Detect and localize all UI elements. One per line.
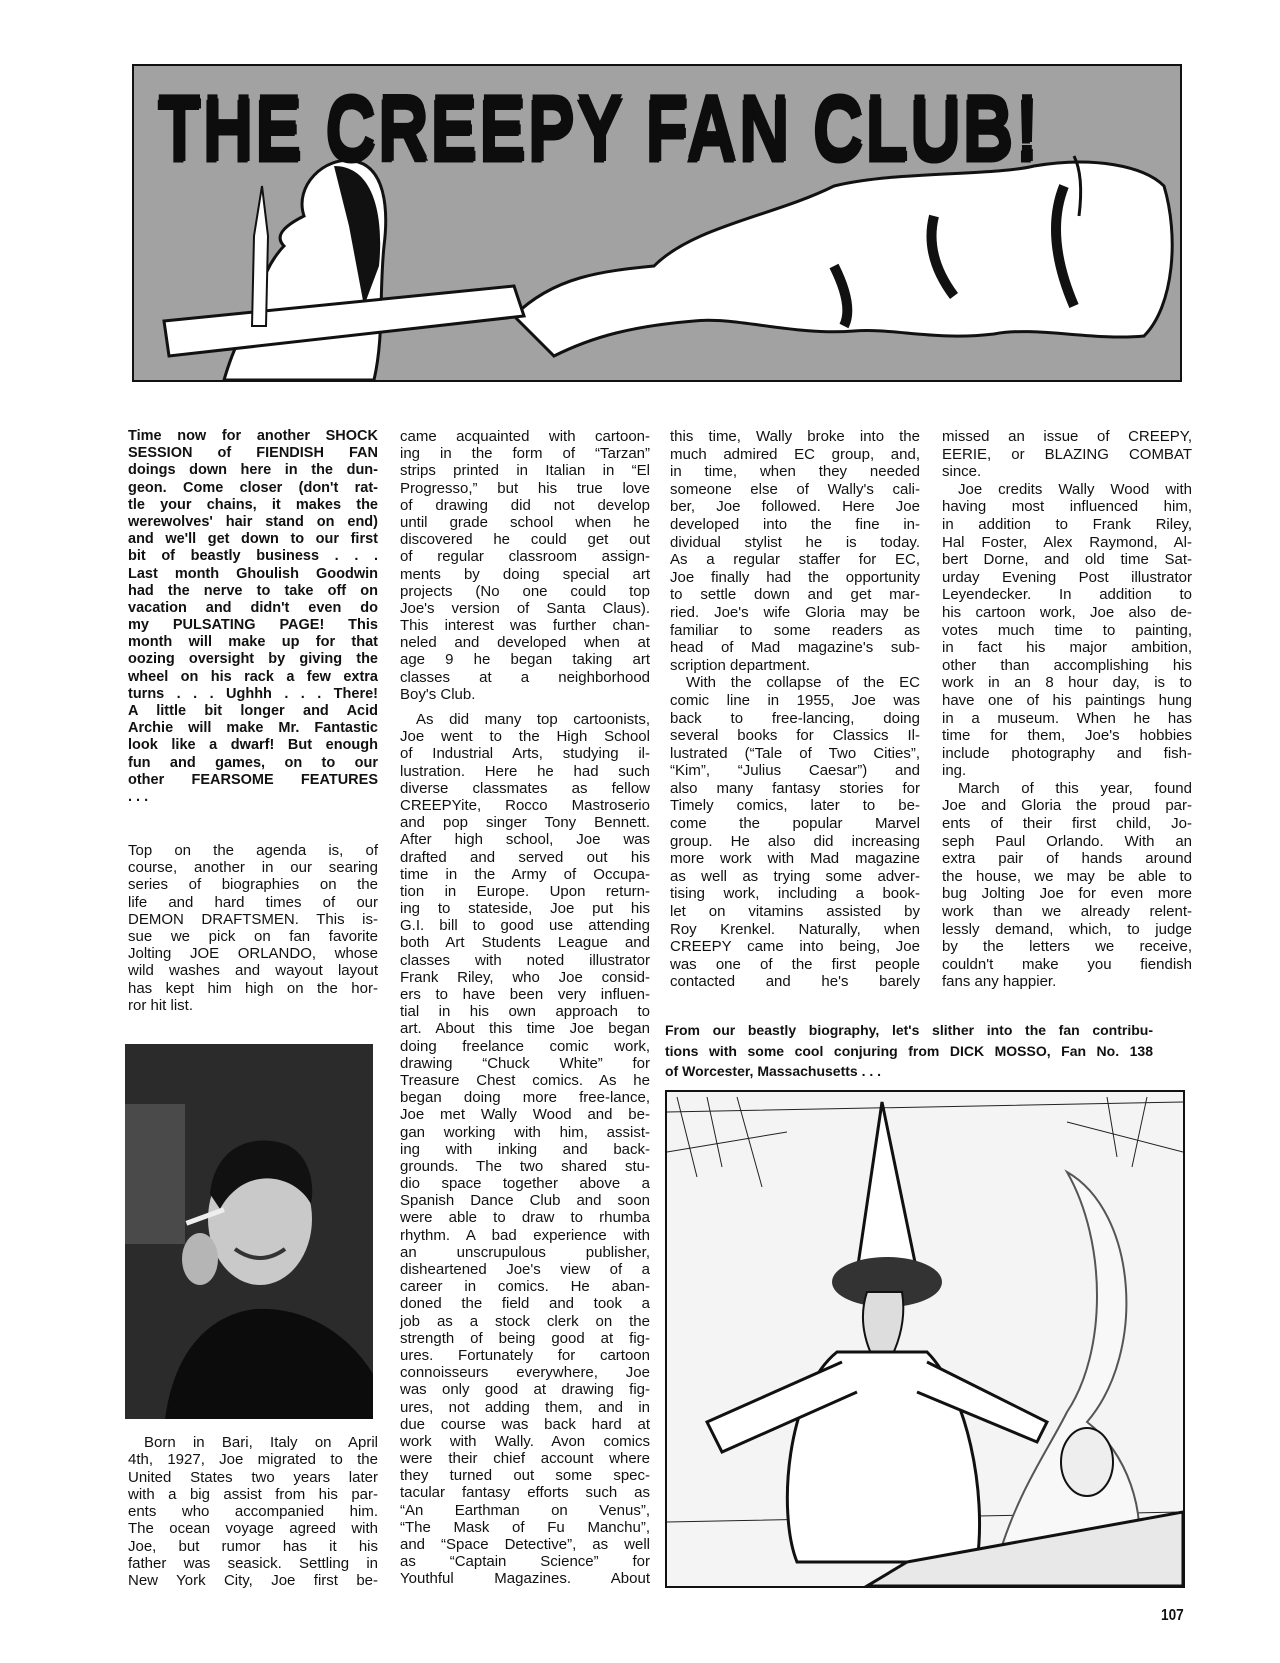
text-line: United States two years later xyxy=(128,1468,378,1486)
text-line: in fact his major ambition, xyxy=(942,639,1192,657)
text-line: Last month Ghoulish Goodwin xyxy=(128,565,378,582)
text-line: Timely comics, later to be- xyxy=(670,797,920,815)
text-line: comic line in 1955, Joe was xyxy=(670,691,920,709)
text-line: 4th, 1927, Joe migrated to the xyxy=(128,1451,378,1469)
text-line: ents who accompanied him. xyxy=(128,1503,378,1521)
text-line: DEMON DRAFTSMEN. This is- xyxy=(128,910,378,928)
text-line: ing with inking and back- xyxy=(400,1140,650,1158)
text-line: father was seasick. Settling in xyxy=(128,1555,378,1573)
text-line: sue we pick on fan favorite xyxy=(128,927,378,945)
text-line: From our beastly biography, let's slither into the fan contribu- xyxy=(665,1022,1153,1038)
text-line: Youthful Magazines. About xyxy=(400,1570,650,1588)
text-line: were able to draw to rhumba xyxy=(400,1209,650,1227)
text-line: “Kim”, “Julius Caesar”) and xyxy=(670,762,920,780)
text-line: Jolting JOE ORLANDO, whose xyxy=(128,945,378,963)
text-line: doned the field and took a xyxy=(400,1295,650,1313)
text-line: projects (No one could top xyxy=(400,582,650,600)
text-line: came acquainted with cartoon- xyxy=(400,428,650,445)
text-line: ing to stateside, Joe put his xyxy=(400,900,650,918)
text-line: neled and developed when at xyxy=(400,634,650,652)
text-line: dio space together above a xyxy=(400,1175,650,1193)
text-line: both Art Students League and xyxy=(400,934,650,952)
text-line: discovered he could get out xyxy=(400,531,650,549)
text-line: and “Space Detective”, as well xyxy=(400,1536,650,1553)
text-line: tial in his own approach to xyxy=(400,1003,650,1021)
text-line: tle your chains, it makes the xyxy=(128,496,378,513)
text-line: of regular classroom assign- xyxy=(400,548,650,566)
text-line: with a big assist from his par- xyxy=(128,1485,378,1503)
text-line: has kept him high on the hor- xyxy=(128,979,378,997)
text-line: to settle down and get mar- xyxy=(670,586,920,604)
text-line: time for them, Joe's hobbies xyxy=(942,727,1192,745)
text-line: classes with noted illustrator xyxy=(400,951,650,969)
page-title: THE CREEPY FAN CLUB! xyxy=(158,75,1041,177)
text-line: time in the Army of Occupa- xyxy=(400,865,650,883)
text-line: Roy Krenkel. Naturally, when xyxy=(670,920,920,938)
text-line: With the collapse of the EC xyxy=(686,674,920,692)
text-line: much admired EC group, and, xyxy=(670,445,920,463)
text-line: ures, not adding them, and in xyxy=(400,1398,650,1416)
text-line: ror hit list. xyxy=(128,996,194,1014)
text-line: drafted and served out his xyxy=(400,848,650,866)
text-line: ments by doing special art xyxy=(400,565,650,583)
page-number: 107 xyxy=(1161,1607,1184,1624)
text-line: doing freelance comic work, xyxy=(400,1037,650,1055)
text-line: an unscrupulous publisher, xyxy=(400,1243,650,1261)
text-line: This interest was further chan- xyxy=(400,617,650,635)
text-line: art. About this time Joe began xyxy=(400,1020,650,1038)
text-line: strips printed in Italian in “El xyxy=(400,462,650,480)
text-line: this time, Wally broke into the xyxy=(670,428,920,445)
text-line: . . . xyxy=(128,788,149,805)
text-line: doings down here in the dun- xyxy=(128,462,378,479)
bio-paragraph xyxy=(128,1434,378,1590)
text-line: turns . . . Ughhh . . . There! xyxy=(128,685,378,702)
text-line: by the letters we receive, xyxy=(942,938,1192,956)
text-line: month will make up for that xyxy=(128,634,378,651)
text-line: Joe met Wally Wood and be- xyxy=(400,1106,650,1124)
text-line: drawing “Chuck White” for xyxy=(400,1054,650,1072)
text-line: work with Wally. Avon comics xyxy=(400,1432,650,1450)
text-line: as well as trying some adver- xyxy=(670,867,920,885)
text-line: Joe went to the High School xyxy=(400,728,650,746)
text-line: Spanish Dance Club and soon xyxy=(400,1192,650,1210)
text-line: have one of his paintings hung xyxy=(942,691,1192,709)
text-line: Joe, but rumor has it his xyxy=(128,1537,378,1555)
fan-art-caption xyxy=(665,1020,1153,1082)
text-line: SESSION of FIENDISH FAN xyxy=(128,445,378,462)
text-line: Leyendecker. In addition to xyxy=(942,586,1192,604)
column-3 xyxy=(670,428,920,991)
text-line: bert Dorne, and old time Sat- xyxy=(942,551,1192,569)
text-line: Progresso,” but his true love xyxy=(400,479,650,497)
text-line: fans any happier. xyxy=(942,973,1057,991)
text-line: contacted and he's barely xyxy=(670,973,920,991)
text-line: back to free-lancing, doing xyxy=(670,709,920,727)
text-line: since. xyxy=(942,463,982,481)
text-line: grounds. The two shared stu- xyxy=(400,1157,650,1175)
text-line: Top on the agenda is, of xyxy=(128,842,378,859)
text-line: Joe finally had the opportunity xyxy=(670,568,920,586)
column-2 xyxy=(400,428,650,1588)
text-line: other than accomplishing his xyxy=(942,656,1192,674)
text-line: oozing oversight by giving the xyxy=(128,651,378,668)
text-line: let on vitamins assisted by xyxy=(670,903,920,921)
text-line: dividual stylist he is today. xyxy=(670,533,920,551)
text-line: as “Captain Science” for xyxy=(400,1553,650,1571)
text-line: career in comics. He aban- xyxy=(400,1278,650,1296)
text-line: come the popular Marvel xyxy=(670,815,920,833)
intro-column xyxy=(128,428,378,806)
text-line: my PULSATING PAGE! This xyxy=(128,617,378,634)
text-line: geon. Come closer (don't rat- xyxy=(128,479,378,496)
text-line: classes at a neighborhood xyxy=(400,668,650,686)
text-line: extra pair of hands around xyxy=(942,850,1192,868)
text-line: CREEPY came into being, Joe xyxy=(670,938,920,956)
text-line: developed into the fine in- xyxy=(670,515,920,533)
text-line: gan working with him, assist- xyxy=(400,1123,650,1141)
text-line: of drawing did not develop xyxy=(400,496,650,514)
text-line: Boy's Club. xyxy=(400,685,476,703)
text-line: tion in Europe. Upon return- xyxy=(400,882,650,900)
text-line: urday Evening Post illustrator xyxy=(942,568,1192,586)
text-line: and we'll get down to our first xyxy=(128,531,378,548)
text-line: vacation and didn't even do xyxy=(128,599,378,616)
text-line: ents of their first child, Jo- xyxy=(942,815,1192,833)
text-line: “An Earthman on Venus”, xyxy=(400,1501,650,1519)
text-line: head of Mad magazine's sub- xyxy=(670,639,920,657)
paragraph-gap xyxy=(400,703,650,711)
text-line: ber, Joe followed. Here Joe xyxy=(670,498,920,516)
text-line: group. He also did increasing xyxy=(670,832,920,850)
text-line: fun and games, on to our xyxy=(128,754,378,771)
text-line: in time, when they needed xyxy=(670,463,920,481)
text-line: tacular fantasy efforts such as xyxy=(400,1484,650,1502)
text-line: was one of the first people xyxy=(670,955,920,973)
text-line: having most influenced him, xyxy=(942,498,1192,516)
text-line: began doing more free-lance, xyxy=(400,1089,650,1107)
text-line: Born in Bari, Italy on April xyxy=(144,1434,378,1451)
text-line: CREEPYite, Rocco Mastroserio xyxy=(400,796,650,814)
text-line: job as a stock clerk on the xyxy=(400,1312,650,1330)
text-line: the house, we may be able to xyxy=(942,867,1192,885)
text-line: A little bit longer and Acid xyxy=(128,703,378,719)
text-line: werewolves' hair stand on end) xyxy=(128,513,378,530)
text-line: more work with Mad magazine xyxy=(670,850,920,868)
text-line: After high school, Joe was xyxy=(400,831,650,849)
text-line: until grade school when he xyxy=(400,513,650,531)
text-line: lustrated (“Tale of Two Cities”, xyxy=(670,744,920,762)
text-line: Joe and Gloria the proud par- xyxy=(942,797,1192,815)
text-line: had the nerve to take off on xyxy=(128,582,378,599)
text-line: ures. Fortunately for cartoon xyxy=(400,1346,650,1364)
text-line: strength of being good at fig- xyxy=(400,1329,650,1347)
text-line: wild washes and wayout layout xyxy=(128,962,378,980)
text-line: As a regular staffer for EC, xyxy=(670,551,920,569)
text-line: Archie will make Mr. Fantastic xyxy=(128,720,378,737)
text-line: EERIE, or BLAZING COMBAT xyxy=(942,445,1192,463)
text-line: bit of beastly business . . . xyxy=(128,548,378,565)
text-line: of Worcester, Massachusetts . . . xyxy=(665,1063,882,1079)
text-line: his cartoon work, Joe also de- xyxy=(942,603,1192,621)
text-line: age 9 he began taking art xyxy=(400,651,650,669)
text-line: of Industrial Arts, studying il- xyxy=(400,745,650,763)
text-line: look like a dwarf! But enough xyxy=(128,737,378,754)
text-line: Frank Riley, who Joe consid- xyxy=(400,968,650,986)
text-line: ing. xyxy=(942,762,967,780)
text-line: work in an 8 hour day, is to xyxy=(942,674,1192,692)
text-line: Joe's version of Santa Claus). xyxy=(400,599,650,617)
text-line: tions with some cool conjuring from DICK MOSSO, Fan No. 138 xyxy=(665,1042,1153,1059)
text-line: someone else of Wally's cali- xyxy=(670,480,920,498)
text-line: several books for Classics Il- xyxy=(670,727,920,745)
text-line: March of this year, found xyxy=(958,779,1192,797)
text-line: bug Jolting Joe for even more xyxy=(942,885,1192,903)
text-line: life and hard times of our xyxy=(128,893,378,911)
text-line: series of biographies on the xyxy=(128,876,378,894)
text-line: lustration. Here he had such xyxy=(400,762,650,780)
text-line: ried. Joe's wife Gloria may be xyxy=(670,603,920,621)
text-line: ing in the form of “Tarzan” xyxy=(400,445,650,463)
text-line: Joe credits Wally Wood with xyxy=(958,480,1192,498)
text-line: course, another in our searing xyxy=(128,859,378,877)
column-4 xyxy=(942,428,1192,991)
text-line: tising work, including a book- xyxy=(670,885,920,903)
text-line: ers to have been very influen- xyxy=(400,986,650,1003)
text-line: due course was back hard at xyxy=(400,1415,650,1433)
text-line: also many fantasy stories for xyxy=(670,779,920,797)
text-line: connoisseurs everywhere, Joe xyxy=(400,1364,650,1382)
header-banner xyxy=(132,64,1182,382)
text-line: missed an issue of CREEPY, xyxy=(942,428,1192,445)
text-line: wheel on his rack a few extra xyxy=(128,668,378,685)
text-line: disheartened Joe's view of a xyxy=(400,1261,650,1278)
text-line: include photography and fish- xyxy=(942,744,1192,762)
text-line: New York City, Joe first be- xyxy=(128,1572,378,1590)
text-line: The ocean voyage agreed with xyxy=(128,1520,378,1538)
text-line: in a museum. When he has xyxy=(942,709,1192,727)
agenda-paragraph xyxy=(128,842,378,1014)
text-line: scription department. xyxy=(670,656,811,674)
text-line: diverse classmates as fellow xyxy=(400,779,650,797)
text-line: As did many top cartoonists, xyxy=(416,711,650,728)
text-line: Time now for another SHOCK xyxy=(128,428,378,444)
text-line: Treasure Chest comics. As he xyxy=(400,1071,650,1089)
text-line: Hal Foster, Alex Raymond, Al- xyxy=(942,533,1192,551)
text-line: were their chief account where xyxy=(400,1450,650,1468)
text-line: rhythm. A bad experience with xyxy=(400,1226,650,1244)
text-line: lessly demand, which, to judge xyxy=(942,920,1192,938)
joe-orlando-photo xyxy=(125,1044,373,1419)
text-line: other FEARSOME FEATURES xyxy=(128,771,378,788)
text-line: votes much time to painting, xyxy=(942,621,1192,639)
text-line: seph Paul Orlando. With an xyxy=(942,832,1192,850)
text-line: familiar to some readers as xyxy=(670,621,920,639)
text-line: they turned out some spec- xyxy=(400,1467,650,1485)
text-line: was only good at drawing fig- xyxy=(400,1381,650,1399)
text-line: “The Mask of Fu Manchu”, xyxy=(400,1518,650,1536)
fan-art-wizard-illustration xyxy=(665,1090,1185,1588)
text-line: in addition to Frank Riley, xyxy=(942,515,1192,533)
text-line: and pop singer Tony Bennett. xyxy=(400,814,650,832)
text-line: work than we already relent- xyxy=(942,903,1192,921)
text-line: couldn't make you fiendish xyxy=(942,955,1192,973)
text-line: G.I. bill to good use attending xyxy=(400,917,650,935)
